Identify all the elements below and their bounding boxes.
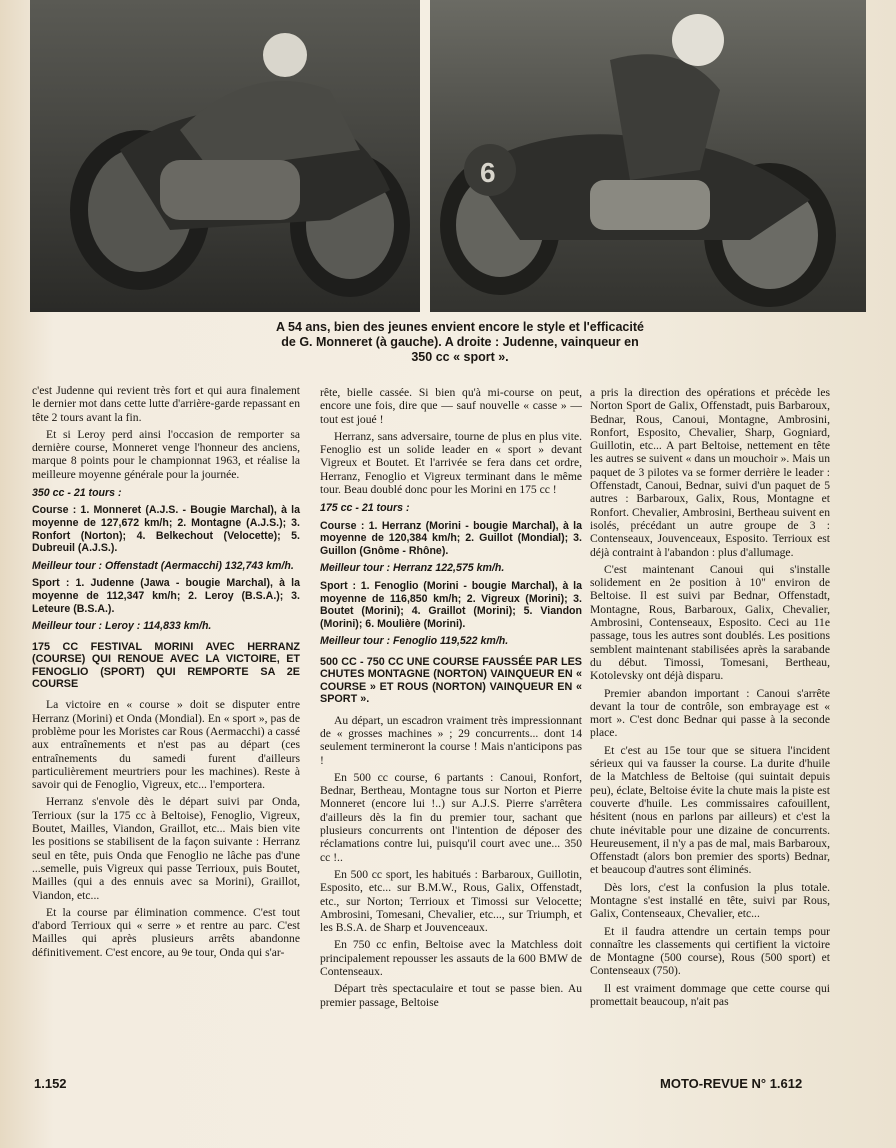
paragraph: Il est vraiment dommage que cette course qui promettait beaucoup, n'ait pas xyxy=(590,981,830,1009)
paragraph: rête, bielle cassée. Si bien qu'à mi-course on peut, encore une fois, dire que — sauf nouvelle « casse » — tout est joué ! xyxy=(320,386,582,426)
caption-line-3: 350 cc « sport ». xyxy=(411,350,509,364)
paragraph: La victoire en « course » doit se disputer entre Herranz (Morini) et Onda (Mondial). En « sport », pas de problème pour les Moristes car Rous (Aermacchi) a cassé aux entraînements et n'est pas au départ (ces entraînements du samedi furent d'ailleurs particulièrement meurtriers pour les machines). Reste à savoir qui de Fenoglio, Vigreux, etc... l'emportera. xyxy=(32,698,300,792)
paragraph: Herranz, sans adversaire, tourne de plus en plus vite. Fenoglio est un solide leader en « sport » devant Vigreux et Boutet. Et l'arrivée se fera dans cet ordre, Herranz, Fenoglio et Vigreux terminant dans le même tour. Beau doublé donc pour les Morini en 175 cc ! xyxy=(320,429,582,497)
svg-text:6: 6 xyxy=(480,157,496,188)
paragraph: c'est Judenne qui revient très fort et qui aura finalement le dernier mot dans cette lutte d'arrière-garde repassant en tête 2 tours avant la fin. xyxy=(32,384,300,424)
paragraph: En 750 cc enfin, Beltoise avec la Matchless doit principalement repousser les assauts de la 600 BMW de Contenseaux. xyxy=(320,938,582,978)
paragraph: Dès lors, c'est la confusion la plus totale. Montagne s'est installé en tête, suivi par Rous, Galix, Contenseaux, Chevalier, etc... xyxy=(590,880,830,921)
result-course-175: Course : 1. Herranz (Morini - bougie Marchal), à la moyenne de 120,384 km/h; 2. Guillot (Mondial); 3. Guillon (Gnôme - Rhône). xyxy=(320,519,582,557)
paragraph: Au départ, un escadron vraiment très impressionnant de « grosses machines » ; 29 concurrents... dont 14 seulement termineront la course ! Mais n'anticipons pas ! xyxy=(320,713,582,767)
paragraph: C'est maintenant Canoui qui s'installe solidement en 2e position à 10" environ de Beltoise. Il est suivi par Bednar, Offenstadt, Montagne, Rous, Barbaroux, Galix, Chevalier, Ambrosini, Contenseaux, Esposito. Ceci au 11e passage, tous les autres sont doublés. Les positions semblent maintenant stabilisées après la sarabande du début. Timossi, Tomesani, Bertheau, Kotolevsky ont déjà disparu. xyxy=(590,562,830,683)
result-course-350: Course : 1. Monneret (A.J.S. - Bougie Marchal), à la moyenne de 127,672 km/h; 2. Montagne (A.J.S.); 3. Ronfort (Norton); 4. Belkechout (Velocette); 5. Dubreuil (A.J.S.). xyxy=(32,504,300,555)
photo-caption xyxy=(180,320,740,365)
caption-line-1: A 54 ans, bien des jeunes envient encore le style et l'efficacité xyxy=(276,320,644,334)
paragraph: Et il faudra attendre un certain temps pour connaître les classements qui certifient la victoire de Montagne (500 course), Rous (500 sport) et Contenseaux (750). xyxy=(590,924,830,978)
paragraph: a pris la direction des opérations et précède les Norton Sport de Galix, Offenstadt, puis Barbaroux, Bednar, Rous, Canoui, Montagne, Ambrosini, Ronfort, Esposito, Chevalier, Sharp, Gogniard, Guillotin, etc... A part Beltoise, nettement en tête les autres se suivent « dans un mouchoir ». Mais un paquet de 3 pilotes va se former derrière le leader : Offenstadt, Canoui, Bednar, suivi d'un paquet de 5 autres : Barbaroux, Galix, Rous, Montagne et Ronfort. Chevalier, Ambrosini, Bertheau suivent en isolés, précédant un autre groupe de 3 : Contenseaux, Jouvenceaux, Esposito. Terrioux est déjà contraint à l'abandon : plus d'allumage. xyxy=(590,386,830,559)
best-lap-350-sport: Meilleur tour : Leroy : 114,833 km/h. xyxy=(32,620,212,633)
result-sport-175: Sport : 1. Fenoglio (Morini - bougie Marchal), à la moyenne de 116,850 km/h; 2. Vigreux (Morini); 3. Boutet (Morini); 4. Graillot (Morini); 5. Viandon (Morini); 6. Moulière (Morini). xyxy=(320,580,582,630)
best-lap-175-course: Meilleur tour : Herranz 122,575 km/h. xyxy=(320,562,505,575)
section-heading-175: 175 CC FESTIVAL MORINI AVEC HERRANZ (COURSE) QUI RENOUE AVEC LA VICTOIRE, ET FENOGLIO (SPORT) QUI REMPORTE SA 2E COURSE xyxy=(32,640,300,690)
paragraph: Départ très spectaculaire et tout se passe bien. Au premier passage, Beltoise xyxy=(320,982,582,1009)
paragraph: Et c'est au 15e tour que se situera l'incident sérieux qui va fausser la course. La durite d'huile de la Matchless de Beltoise (qui suintait depuis peu), éclate, Beltoise évite la chute mais la piste est couverte d'huile. Les commissaires cafouillent, hésitent (nous en parlons par ailleurs) et c'est la chute inévitable pour une dizaine de concurrents. Heureusement, il n'y a pas de mal, mais Barbaroux, Offenstadt (alors bon premier des sports) Bednar, et beaucoup d'autres sont éliminés. xyxy=(590,743,830,877)
paragraph: Et la course par élimination commence. C'est tout d'abord Terrioux qui « serre » et rentre au parc. C'est Mailles qui après plusieurs arrêts abandonne définitivement. C'est encore, au 9e tour, Onda qui s'ar- xyxy=(32,905,300,959)
class-heading-350: 350 cc - 21 tours : xyxy=(32,487,122,500)
best-lap-175-sport: Meilleur tour : Fenoglio 119,522 km/h. xyxy=(320,635,509,648)
paragraph: En 500 cc course, 6 partants : Canoui, Ronfort, Bednar, Bertheau, Montagne tous sur Norton et Pierre Monneret (encore lui !..) sur A.J.S. Pierre s'arrêtera d'ailleurs dès la fin du premier tour, sachant que plusieurs concurrents ont l'intention de déposer des réclamations contre lui, puisqu'il court avec une... 350 cc !.. xyxy=(320,770,582,864)
photo-judenne xyxy=(430,0,866,312)
paragraph: En 500 cc sport, les habitués : Barbaroux, Guillotin, Esposito, etc... sur B.M.W., Rous, Galix, Offenstadt, etc., sur Norton; Terrioux et Timossi sur Velocette; Ambrosini, Tomesani, Chevalier, etc..., sur Triumph, et les B.S.A. de Sharp et Jouvenceaux. xyxy=(320,867,582,935)
class-heading-175: 175 cc - 21 tours : xyxy=(320,502,410,515)
caption-line-2: de G. Monneret (à gauche). A droite : Judenne, vainqueur en xyxy=(281,335,639,349)
result-sport-350: Sport : 1. Judenne (Jawa - bougie Marchal), à la moyenne de 112,347 km/h; 2. Leroy (B.S.A.); 3. Leteure (B.S.A.). xyxy=(32,577,300,615)
paragraph: Herranz s'envole dès le départ suivi par Onda, Terrioux (sur la 175 cc à Beltoise), Fenoglio, Vigreux, Boutet, Mailles, Viandon, Graillot, etc... Mais bien vite les positions se stabilisent de la façon suivante : Herranz seul en tête, puis Onda que Fenoglio ne lâche pas d'une ...semelle, puis Vigreux qui passe Terrioux, puis Boutet, Mailles (qui a des ennuis avec sa Morini), Graillot, Viandon, etc... xyxy=(32,795,300,902)
paragraph: Et si Leroy perd ainsi l'occasion de remporter sa dernière course, Monneret venge l'honneur des anciens, marque 8 points pour le championnat 1963, et réalise la meilleure moyenne générale pour la journée. xyxy=(32,427,300,481)
column-1 xyxy=(32,384,300,963)
magazine-issue: MOTO-REVUE N° 1.612 xyxy=(660,1076,803,1091)
column-2 xyxy=(320,386,582,1013)
column-3 xyxy=(590,386,830,1012)
page-number: 1.152 xyxy=(34,1076,67,1091)
section-heading-500-750: 500 CC - 750 CC UNE COURSE FAUSSÉE PAR LES CHUTES MONTAGNE (NORTON) VAINQUEUR EN « COURSE » ET ROUS (NORTON) VAINQUEUR EN « SPORT ». xyxy=(320,656,582,706)
photo-monneret xyxy=(30,0,420,312)
best-lap-350-course: Meilleur tour : Offenstadt (Aermacchi) 132,743 km/h. xyxy=(32,559,294,572)
paragraph: Premier abandon important : Canoui s'arrête devant la tour de contrôle, son embrayage est « mort ». C'est donc Bednar qui passe à la seconde place. xyxy=(590,686,830,740)
